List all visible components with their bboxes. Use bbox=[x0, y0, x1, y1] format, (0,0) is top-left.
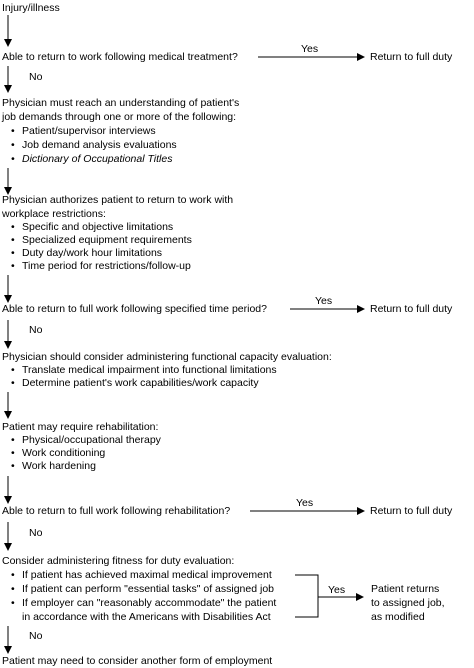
result-2: Return to full duty bbox=[370, 303, 453, 315]
no-label: No bbox=[29, 71, 43, 83]
question-2: Able to return to full work following specified time period? bbox=[2, 303, 267, 315]
step1-text: Physician must reach an understanding of patient's bbox=[2, 97, 240, 109]
bullet-item: • If employer can "reasonably accommodate" the patient bbox=[22, 597, 276, 610]
bullet-item: • Specialized equipment requirements bbox=[22, 234, 192, 247]
start-node: Injury/illness bbox=[2, 2, 60, 14]
step5-text: Consider administering fitness for duty evaluation: bbox=[2, 555, 235, 567]
result-4: as modified bbox=[371, 611, 425, 623]
step3-text: Physician should consider administering functional capacity evaluation: bbox=[2, 351, 332, 363]
question-3: Able to return to full work following rehabilitation? bbox=[2, 505, 231, 517]
bullet-item: • If patient can perform "essential tasks" of assigned job bbox=[22, 583, 274, 596]
no-label: No bbox=[29, 630, 43, 642]
yes-label: Yes bbox=[328, 584, 346, 596]
result-4: to assigned job, bbox=[371, 597, 445, 609]
bullet-item-cont: in accordance with the Americans with Disabilities Act bbox=[22, 611, 271, 623]
bullet-item: • Time period for restrictions/follow-up bbox=[22, 260, 191, 273]
result-1: Return to full duty bbox=[370, 51, 453, 63]
bullet-item: • Physical/occupational therapy bbox=[22, 434, 161, 447]
step2-text: Physician authorizes patient to return to work with bbox=[2, 194, 234, 206]
yes-label: Yes bbox=[301, 43, 319, 55]
bullet-item: • Translate medical impairment into functional limitations bbox=[22, 364, 277, 377]
bullet-item: • Duty day/work hour limitations bbox=[22, 247, 162, 260]
end-node: Patient may need to consider another form of employment bbox=[2, 655, 273, 667]
bullet-item: • Work hardening bbox=[22, 460, 96, 473]
bullet-item: • Dictionary of Occupational Titles bbox=[22, 153, 172, 166]
result-4: Patient returns bbox=[371, 583, 440, 595]
bullet-item: • Patient/supervisor interviews bbox=[22, 125, 156, 138]
result-3: Return to full duty bbox=[370, 505, 453, 517]
no-label: No bbox=[29, 527, 43, 539]
yes-label: Yes bbox=[315, 295, 333, 307]
step1-text: job demands through one or more of the following: bbox=[2, 111, 237, 123]
no-label: No bbox=[29, 324, 43, 336]
bullet-item: • Determine patient's work capabilities/work capacity bbox=[22, 377, 259, 390]
yes-label: Yes bbox=[296, 497, 314, 509]
step2-text: workplace restrictions: bbox=[2, 208, 106, 220]
bullet-item: • Specific and objective limitations bbox=[22, 221, 173, 234]
bullet-item: • Work conditioning bbox=[22, 447, 105, 460]
bullet-item: • If patient has achieved maximal medical improvement bbox=[22, 569, 272, 582]
question-1: Able to return to work following medical treatment? bbox=[2, 51, 238, 63]
bracket bbox=[295, 575, 318, 617]
step4-text: Patient may require rehabilitation: bbox=[2, 421, 159, 433]
bullet-item: • Job demand analysis evaluations bbox=[22, 139, 177, 152]
